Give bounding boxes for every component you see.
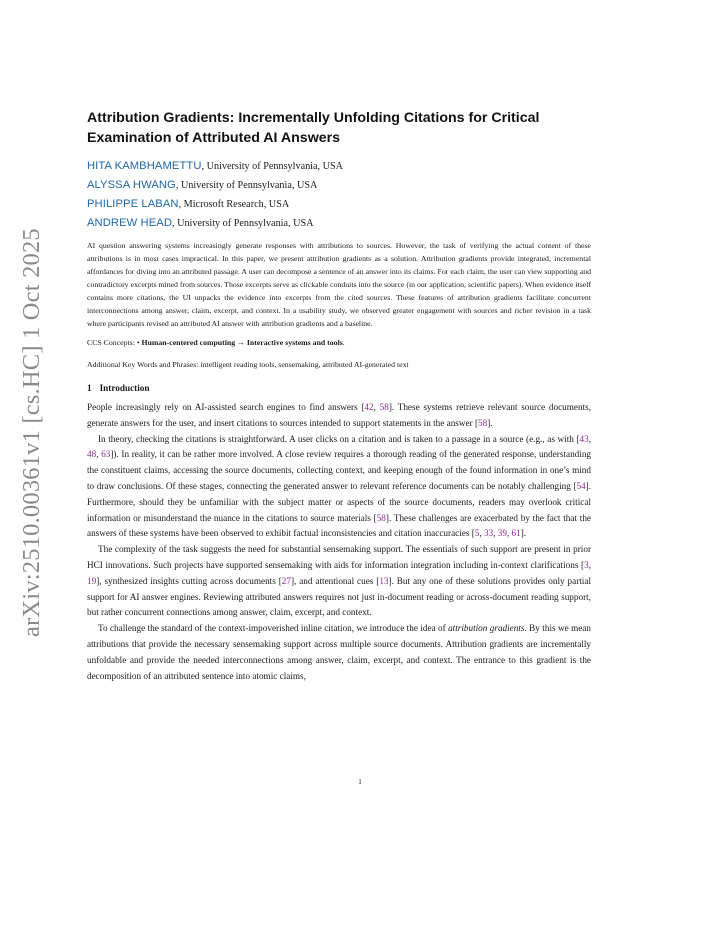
arxiv-identifier-stamp: arXiv:2510.00361v1 [cs.HC] 1 Oct 2025 (18, 228, 45, 637)
author-affiliation: , University of Pennsylvania, USA (172, 218, 314, 229)
citation-link[interactable]: 19 (87, 575, 97, 586)
keywords: Additional Key Words and Phrases: intelligent reading tools, sensemaking, attributed AI-generated text (87, 360, 409, 369)
citation-link[interactable]: 61 (511, 528, 521, 539)
citation-link[interactable]: 63 (101, 449, 111, 460)
citation-link[interactable]: 42 (364, 402, 374, 412)
ccs-concept-primary: Human-centered computing (141, 338, 236, 347)
author-affiliation: , University of Pennsylvania, USA (201, 161, 344, 172)
ccs-arrow: → (235, 338, 247, 347)
author-name: HITA KAMBHAMETTU (87, 160, 202, 172)
paper-page (87, 108, 591, 684)
citation-link[interactable]: 39 (497, 528, 507, 539)
citation-link[interactable]: 3 (584, 559, 589, 570)
page-number: 1 (358, 777, 362, 786)
author-name: PHILIPPE LABAN (87, 198, 179, 210)
citation-link[interactable]: 48 (87, 449, 97, 460)
section-number: 1 (87, 383, 92, 393)
ccs-concept-secondary: Interactive systems and tools (246, 338, 343, 347)
section-heading (87, 383, 591, 393)
citation-link[interactable]: 33 (483, 528, 494, 539)
ccs-concepts (87, 336, 591, 349)
citation-link[interactable]: 58 (478, 417, 488, 428)
emphasized-term: attribution gradients (448, 623, 525, 634)
author-entry (87, 214, 591, 233)
intro-paragraph-3: The complexity of the task suggests the need for substantial sensemaking support. The essentials of such support are present in prior HCI innovations. Such projects have supported sensemaking with aids for information integration including in-context clarifications [3, 19], synthesized insights cutting across documents [27], and attentional cues [13]. But any one of these solutions provides only partial support for AI answer engines. Reviewing attributed answers requires not just in-document reading or across-document reading support, but rather concurrent connections among answer, claim, excerpt, and context. (87, 544, 591, 618)
intro-paragraph-1: People increasingly rely on AI-assisted search engines to find answers [42, 58]. These systems retrieve relevant source documents, generate answers for the user, and insert citations to sources intended to support statements in the answer [58]. (87, 402, 591, 428)
citation-link[interactable]: 5 (474, 528, 480, 539)
ccs-prefix: CCS Concepts: • (87, 338, 142, 347)
intro-paragraph-2: In theory, checking the citations is straightforward. A user clicks on a citation and is taken to a passage in a source (e.g., as with [43, 48, 63]). In reality, it can be rather more involved. A close review requires a thorough reading of the generated response, understanding the constituent claims, accessing the source documents, collecting context, and keeping enough of the found information in one’s mind to draw conclusions. Of these stages, connecting the generated answer to relevant reference documents can be notably challenging [54]. Furthermore, should they be unfamiliar with the subject matter or aspects of the source documents, readers may overlook critical information or misunderstand the nuance in the citations to source materials [58]. These challenges are exacerbated by the fact that the answers of these systems have been observed to exhibit factual inconsistencies and citation inaccuracies [5, 33, 39, 61]. (87, 433, 592, 539)
author-affiliation: , University of Pennsylvania, USA (175, 180, 318, 191)
author-affiliation: , Microsoft Research, USA (178, 199, 290, 210)
abstract: AI question answering systems increasingly generate responses with attributions to sources. However, the task of verifying the actual content of these attributions is in most cases impractical. In this paper, we present attribution gradients as a solution. Attribution gradients provide integrated, incremental affordances for diving into an attributed passage. A user can decompose a sentence of an answer into its claims. For each claim, the user can view supporting and contradictory excerpts mined from sources. Those excerpts serve as clickable conduits into the source (in our application, scientific papers). When evidence itself contains more citations, the UI unpacks the evidence into excerpts from the cited sources. These features of attribution gradients facilitate concurrent interconnections among answer, claim, excerpt, and context. In a usability study, we observed greater engagement with sources and richer revision in a task where participants revised an attributed AI answer with attribution gradients and a baseline. (87, 241, 591, 328)
citation-link[interactable]: 13 (379, 575, 389, 586)
author-entry (87, 157, 591, 176)
citation-link[interactable]: 58 (376, 512, 386, 523)
citation-link[interactable]: 58 (379, 402, 389, 412)
author-list (87, 157, 591, 233)
author-entry (87, 176, 591, 195)
author-name: ALYSSA HWANG (87, 179, 176, 191)
citation-link[interactable]: 43 (579, 433, 589, 444)
paper-title: Attribution Gradients: Incrementally Unfolding Citations for Critical Examination of Attributed AI Answers (87, 110, 540, 146)
author-entry (87, 195, 591, 214)
citation-link[interactable]: 27 (281, 575, 291, 586)
ccs-suffix: . (342, 338, 345, 347)
section-title: Introduction (99, 383, 150, 393)
author-name: ANDREW HEAD (87, 217, 173, 229)
citation-link[interactable]: 54 (576, 480, 586, 491)
intro-paragraph-4: To challenge the standard of the context-impoverished inline citation, we introduce the idea of attribution gradients. By this we mean attributions that provide the necessary sensemaking support across multiple source documents. Attribution gradients are incrementally unfoldable and provide the needed interconnections among answer, claim, excerpt, and context. The entrance to this gradient is the decomposition of an attributed sentence into atomic claims, (87, 623, 591, 681)
